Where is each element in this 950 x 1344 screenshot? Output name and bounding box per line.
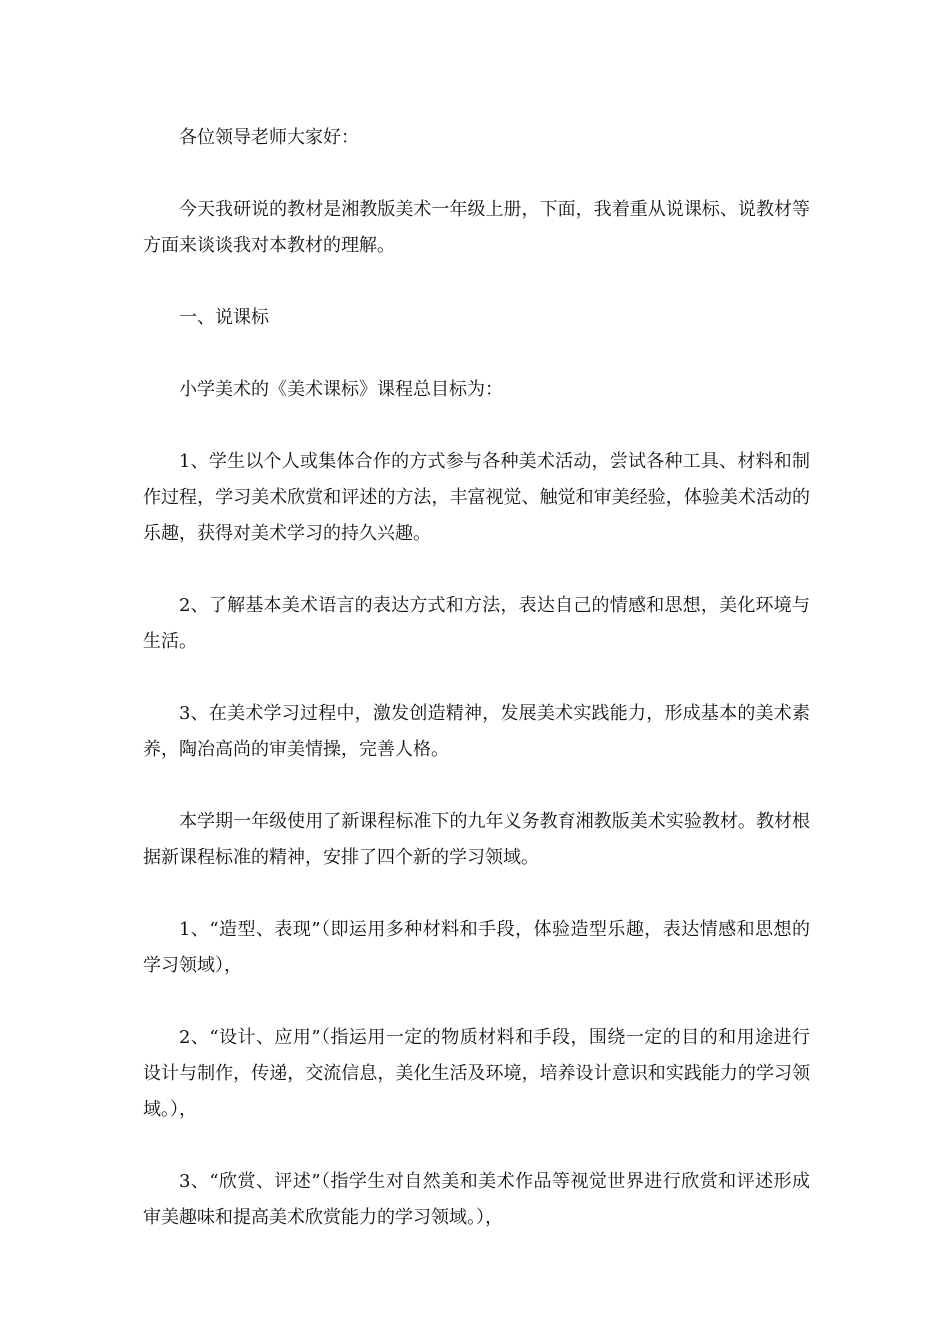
document-page xyxy=(143,120,810,1236)
curriculum-goal-intro: 小学美术的《美术课标》课程总目标为： xyxy=(179,379,503,400)
learning-area-item-2: 2、“设计、应用”（指运用一定的物质材料和手段，围绕一定的目的和用途进行设计与制作，传递，交流信息，美化生活及环境，培养设计意识和实践能力的学习领域。）， xyxy=(143,1027,810,1120)
learning-area-item-3: 3、“欣赏、评述”（指学生对自然美和美术作品等视觉世界进行欣赏和评述形成审美趣味和提高美术欣赏能力的学习领域。）， xyxy=(143,1171,810,1228)
intro-paragraph: 今天我研说的教材是湘教版美术一年级上册，下面，我着重从说课标、说教材等方面来谈谈我对本教材的理解。 xyxy=(143,199,810,256)
goal-item-3: 3、在美术学习过程中，激发创造精神，发展美术实践能力，形成基本的美术素养，陶冶高尚的审美情操，完善人格。 xyxy=(143,703,810,760)
textbook-overview-paragraph: 本学期一年级使用了新课程标准下的九年义务教育湘教版美术实验教材。教材根据新课程标准的精神，安排了四个新的学习领域。 xyxy=(143,811,810,868)
goal-item-1: 1、学生以个人或集体合作的方式参与各种美术活动，尝试各种工具、材料和制作过程，学习美术欣赏和评述的方法，丰富视觉、触觉和审美经验，体验美术活动的乐趣，获得对美术学习的持久兴趣。 xyxy=(143,451,810,544)
greeting-paragraph: 各位领导老师大家好： xyxy=(179,127,359,148)
section-heading: 一、说课标 xyxy=(179,307,269,328)
goal-item-2: 2、了解基本美术语言的表达方式和方法，表达自己的情感和思想，美化环境与生活。 xyxy=(143,595,810,652)
learning-area-item-1: 1、“造型、表现”（即运用多种材料和手段，体验造型乐趣，表达情感和思想的学习领域）， xyxy=(143,919,810,976)
